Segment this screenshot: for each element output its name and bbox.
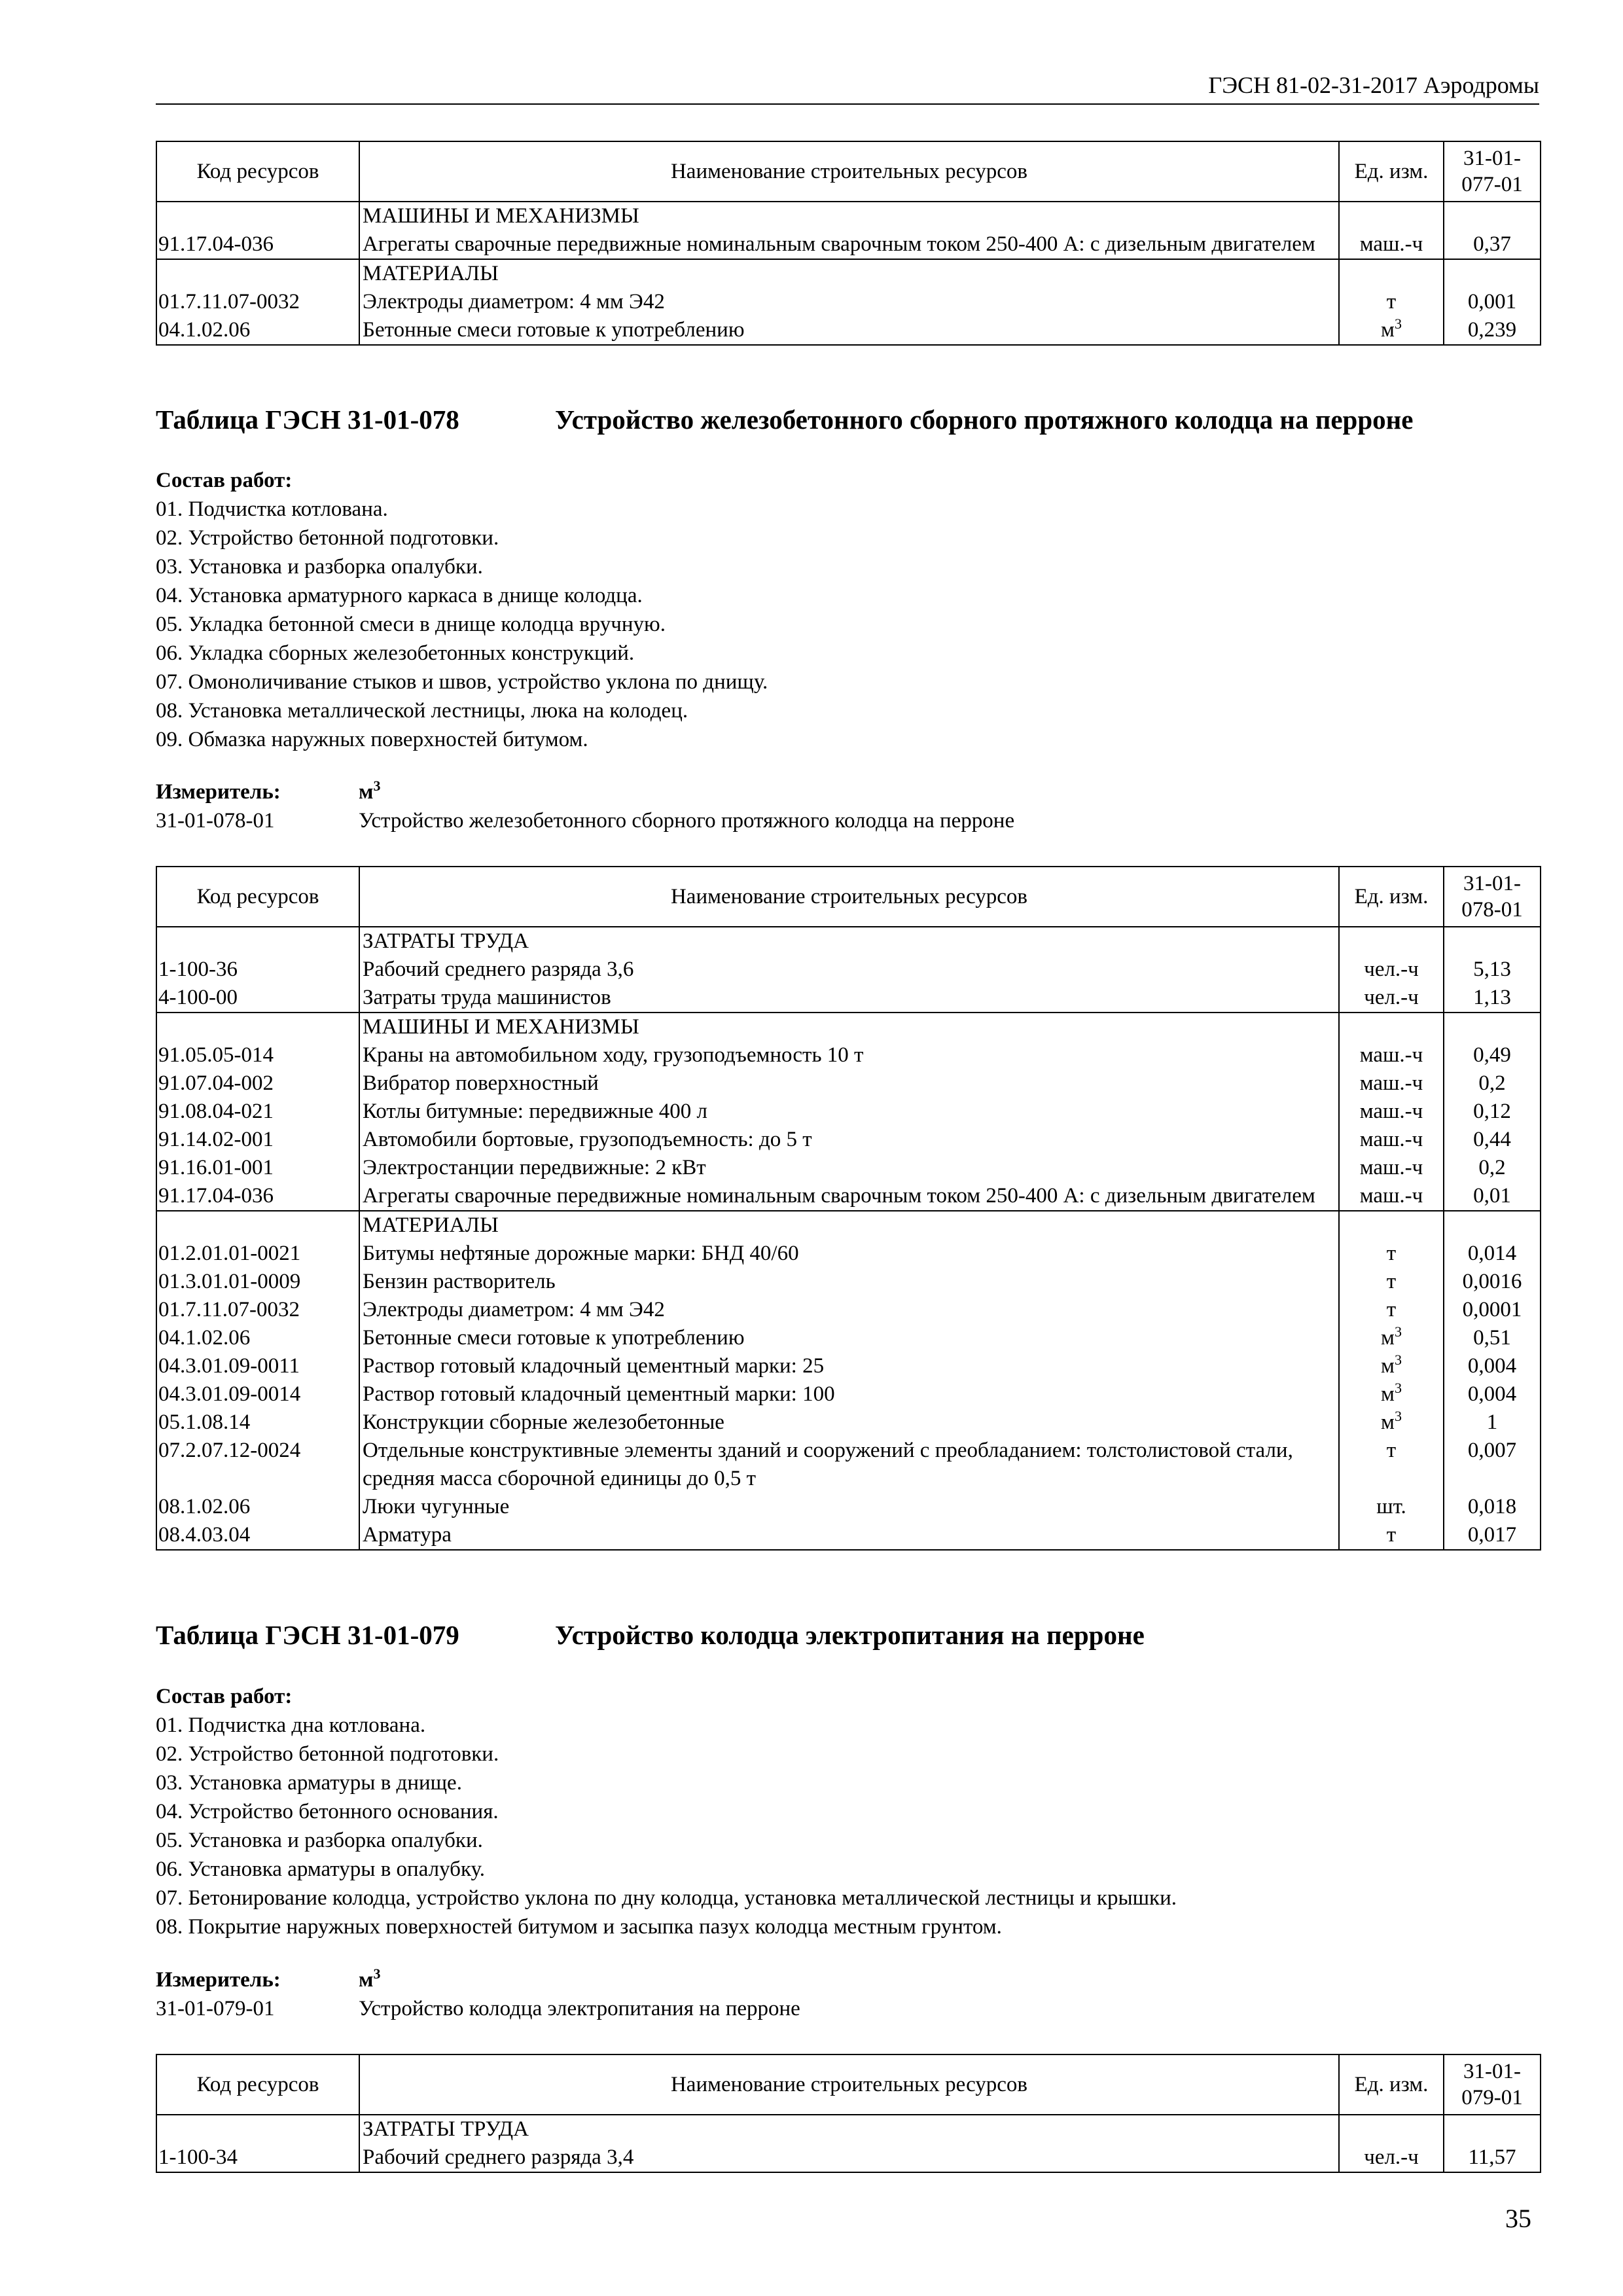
resource-value: 11,57	[1444, 2144, 1541, 2172]
resource-code: 91.08.04-021	[156, 1098, 359, 1126]
table-row	[156, 1521, 1541, 1550]
table-row	[156, 1126, 1541, 1154]
resource-code: 91.17.04-036	[156, 1182, 359, 1211]
resource-value: 0,51	[1444, 1324, 1541, 1352]
table-row	[156, 1069, 1541, 1098]
cell-code	[156, 1211, 359, 1240]
resource-unit: $м^3$	[1339, 1352, 1444, 1380]
resource-unit: чел.-ч	[1339, 984, 1444, 1013]
col-header-norm: 31-01-079-01	[1444, 2054, 1541, 2115]
resource-value: 0,0001	[1444, 1296, 1541, 1324]
table-row	[156, 1296, 1541, 1324]
meter-unit: $м^3$	[359, 1965, 381, 1992]
table-row	[156, 1352, 1541, 1380]
cell-value	[1444, 2115, 1541, 2144]
cell-unit	[1339, 259, 1444, 288]
resource-value: 1,13	[1444, 984, 1541, 1013]
resource-value: 0,0016	[1444, 1268, 1541, 1296]
resource-value: 0,239	[1444, 316, 1541, 345]
resource-unit: маш.-ч	[1339, 1154, 1444, 1182]
work-item: 06. Укладка сборных железобетонных конструкций.	[156, 641, 635, 665]
meter-unit: $м^3$	[359, 778, 381, 804]
col-header-name: Наименование строительных ресурсов	[359, 867, 1339, 927]
work-item: 04. Устройство бетонного основания.	[156, 1800, 499, 1823]
resource-code: 04.3.01.09-0011	[156, 1352, 359, 1380]
resource-code: 01.3.01.01-0009	[156, 1268, 359, 1296]
col-header-unit: Ед. изм.	[1339, 867, 1444, 927]
table-row	[156, 1240, 1541, 1268]
resource-name: Отдельные конструктивные элементы зданий и сооружений с преобладанием: толстолистовой стали, средняя масса сборочной единицы до 0,5 т	[359, 1437, 1339, 1493]
running-header: ГЭСН 81-02-31-2017 Аэродромы	[156, 71, 1539, 105]
resource-name: Бетонные смеси готовые к употреблению	[359, 1324, 1339, 1352]
work-item: 07. Бетонирование колодца, устройство уклона по дну колодца, установка металлической лестницы и крышки.	[156, 1886, 1177, 1910]
table-name: Устройство колодца электропитания на перроне	[555, 1620, 1145, 1650]
table-row	[156, 984, 1541, 1013]
resource-code: 1-100-34	[156, 2144, 359, 2172]
resource-value: 0,2	[1444, 1154, 1541, 1182]
resource-unit: маш.-ч	[1339, 1182, 1444, 1211]
table-row	[156, 2144, 1541, 2172]
table-row	[156, 1268, 1541, 1296]
resource-value: 0,12	[1444, 1098, 1541, 1126]
resource-code: 01.7.11.07-0032	[156, 1296, 359, 1324]
table-number: Таблица ГЭСН 31-01-078	[156, 404, 459, 435]
meter-079	[156, 1965, 1539, 2023]
work-item: 07. Омоноличивание стыков и швов, устройство уклона по днищу.	[156, 670, 768, 694]
resource-value: 0,37	[1444, 230, 1541, 259]
resource-name: Электростанции передвижные: 2 кВт	[359, 1154, 1339, 1182]
work-item: 08. Покрытие наружных поверхностей битумом и засыпка пазух колодца местным грунтом.	[156, 1915, 1002, 1939]
work-item: 05. Установка и разборка опалубки.	[156, 1829, 483, 1852]
table-name: Устройство железобетонного сборного протяжного колодца на перроне	[555, 404, 1414, 435]
resource-value: 0,2	[1444, 1069, 1541, 1098]
group-header-row	[156, 259, 1541, 288]
resource-name: Котлы битумные: передвижные 400 л	[359, 1098, 1339, 1126]
table-row	[156, 1493, 1541, 1521]
col-header-norm: 31-01-077-01	[1444, 141, 1541, 202]
resource-name: Конструкции сборные железобетонные	[359, 1408, 1339, 1437]
table-row	[156, 1437, 1541, 1493]
col-header-code: Код ресурсов	[156, 2054, 359, 2115]
table-row	[156, 230, 1541, 259]
resource-code: 08.1.02.06	[156, 1493, 359, 1521]
resource-table-079	[156, 2054, 1541, 2173]
resource-value: 5,13	[1444, 956, 1541, 984]
col-header-code: Код ресурсов	[156, 141, 359, 202]
works-list-079	[156, 1682, 1539, 1941]
resource-value: 0,44	[1444, 1126, 1541, 1154]
work-item: 03. Установка арматуры в днище.	[156, 1771, 462, 1795]
resource-unit: т	[1339, 1296, 1444, 1324]
resource-value: 0,001	[1444, 288, 1541, 316]
resource-value: 0,018	[1444, 1493, 1541, 1521]
resource-value: 0,01	[1444, 1182, 1541, 1211]
cell-unit	[1339, 202, 1444, 230]
works-heading: Состав работ:	[156, 1685, 293, 1708]
resource-name: Электроды диаметром: 4 мм Э42	[359, 1296, 1339, 1324]
cell-code	[156, 2115, 359, 2144]
table-number: Таблица ГЭСН 31-01-079	[156, 1620, 459, 1650]
resource-code: 91.14.02-001	[156, 1126, 359, 1154]
table-row	[156, 1408, 1541, 1437]
resource-code: 01.7.11.07-0032	[156, 288, 359, 316]
resource-value: 0,004	[1444, 1380, 1541, 1408]
col-header-name: Наименование строительных ресурсов	[359, 2054, 1339, 2115]
col-header-norm: 31-01-078-01	[1444, 867, 1541, 927]
resource-code: 05.1.08.14	[156, 1408, 359, 1437]
group-header-row	[156, 927, 1541, 956]
table-row	[156, 1324, 1541, 1352]
meter-label: Измеритель:	[156, 1968, 281, 1992]
resource-code: 91.16.01-001	[156, 1154, 359, 1182]
item-code: 31-01-078-01	[156, 809, 275, 833]
resource-unit: маш.-ч	[1339, 1126, 1444, 1154]
work-item: 02. Устройство бетонной подготовки.	[156, 1742, 499, 1766]
group-header-row	[156, 1013, 1541, 1041]
resource-unit: $м^3$	[1339, 1408, 1444, 1437]
resource-name: Агрегаты сварочные передвижные номинальным сварочным током 250-400 А: с дизельным двигателем	[359, 230, 1339, 259]
resource-name: Раствор готовый кладочный цементный марки: 100	[359, 1380, 1339, 1408]
cell-code	[156, 1013, 359, 1041]
cell-unit	[1339, 927, 1444, 956]
table-row	[156, 1182, 1541, 1211]
cell-code	[156, 202, 359, 230]
item-name: Устройство железобетонного сборного протяжного колодца на перроне	[359, 809, 1015, 833]
cell-value	[1444, 1013, 1541, 1041]
page-number: 35	[1505, 2204, 1531, 2233]
resource-value: 0,014	[1444, 1240, 1541, 1268]
resource-value: 0,007	[1444, 1437, 1541, 1493]
resource-name: Агрегаты сварочные передвижные номинальным сварочным током 250-400 А: с дизельным двигателем	[359, 1182, 1339, 1211]
work-item: 08. Установка металлической лестницы, люка на колодец.	[156, 699, 688, 723]
work-item: 04. Установка арматурного каркаса в днище колодца.	[156, 584, 643, 607]
resource-unit: маш.-ч	[1339, 230, 1444, 259]
resource-code: 07.2.07.12-0024	[156, 1437, 359, 1493]
work-item: 05. Укладка бетонной смеси в днище колодца вручную.	[156, 613, 666, 636]
resource-unit: т	[1339, 1521, 1444, 1550]
cell-unit	[1339, 1211, 1444, 1240]
table-row	[156, 1098, 1541, 1126]
resource-name: Бетонные смеси готовые к употреблению	[359, 316, 1339, 345]
resource-name: Затраты труда машинистов	[359, 984, 1339, 1013]
cell-code	[156, 259, 359, 288]
col-header-unit: Ед. изм.	[1339, 141, 1444, 202]
group-title: МАШИНЫ И МЕХАНИЗМЫ	[359, 1013, 1339, 1041]
cell-value	[1444, 202, 1541, 230]
item-code: 31-01-079-01	[156, 1997, 275, 2020]
resource-code: 04.1.02.06	[156, 1324, 359, 1352]
resource-unit: маш.-ч	[1339, 1069, 1444, 1098]
work-item: 01. Подчистка котлована.	[156, 497, 388, 521]
item-name: Устройство колодца электропитания на перроне	[359, 1997, 800, 2020]
group-title: МАТЕРИАЛЫ	[359, 259, 1339, 288]
resource-value: 0,49	[1444, 1041, 1541, 1069]
resource-name: Электроды диаметром: 4 мм Э42	[359, 288, 1339, 316]
work-item: 02. Устройство бетонной подготовки.	[156, 526, 499, 550]
cell-unit	[1339, 2115, 1444, 2144]
col-header-code: Код ресурсов	[156, 867, 359, 927]
cell-value	[1444, 259, 1541, 288]
resource-name: Арматура	[359, 1521, 1339, 1550]
col-header-name: Наименование строительных ресурсов	[359, 141, 1339, 202]
resource-name: Рабочий среднего разряда 3,4	[359, 2144, 1339, 2172]
resource-name: Битумы нефтяные дорожные марки: БНД 40/60	[359, 1240, 1339, 1268]
resource-name: Вибратор поверхностный	[359, 1069, 1339, 1098]
resource-code: 4-100-00	[156, 984, 359, 1013]
resource-code: 04.3.01.09-0014	[156, 1380, 359, 1408]
resource-unit: $м^3$	[1339, 1380, 1444, 1408]
resource-unit: чел.-ч	[1339, 956, 1444, 984]
resource-unit: $м^3$	[1339, 1324, 1444, 1352]
resource-code: 04.1.02.06	[156, 316, 359, 345]
resource-code: 1-100-36	[156, 956, 359, 984]
col-header-unit: Ед. изм.	[1339, 2054, 1444, 2115]
works-list-078	[156, 466, 1539, 754]
meter-label: Измеритель:	[156, 780, 281, 804]
resource-unit: шт.	[1339, 1493, 1444, 1521]
resource-table-078	[156, 866, 1541, 1551]
table-row	[156, 1041, 1541, 1069]
resource-unit: маш.-ч	[1339, 1098, 1444, 1126]
resource-value: 0,017	[1444, 1521, 1541, 1550]
resource-name: Люки чугунные	[359, 1493, 1339, 1521]
resource-name: Бензин растворитель	[359, 1268, 1339, 1296]
resource-code: 91.07.04-002	[156, 1069, 359, 1098]
resource-unit: т	[1339, 1268, 1444, 1296]
meter-078	[156, 778, 1539, 835]
resource-code: 01.2.01.01-0021	[156, 1240, 359, 1268]
cell-code	[156, 927, 359, 956]
table-title-078	[156, 403, 1413, 437]
group-title: ЗАТРАТЫ ТРУДА	[359, 2115, 1339, 2144]
resource-code: 91.05.05-014	[156, 1041, 359, 1069]
resource-value: 1	[1444, 1408, 1541, 1437]
resource-name: Автомобили бортовые, грузоподъемность: до 5 т	[359, 1126, 1339, 1154]
work-item: 06. Установка арматуры в опалубку.	[156, 1857, 485, 1881]
resource-unit: $м^3$	[1339, 316, 1444, 345]
group-header-row	[156, 202, 1541, 230]
table-row	[156, 1380, 1541, 1408]
group-header-row	[156, 2115, 1541, 2144]
resource-name: Краны на автомобильном ходу, грузоподъемность 10 т	[359, 1041, 1339, 1069]
cell-value	[1444, 927, 1541, 956]
group-header-row	[156, 1211, 1541, 1240]
table-row	[156, 956, 1541, 984]
resource-value: 0,004	[1444, 1352, 1541, 1380]
resource-unit: чел.-ч	[1339, 2144, 1444, 2172]
cell-value	[1444, 1211, 1541, 1240]
table-row	[156, 288, 1541, 316]
resource-code: 91.17.04-036	[156, 230, 359, 259]
resource-name: Раствор готовый кладочный цементный марки: 25	[359, 1352, 1339, 1380]
resource-unit: т	[1339, 1437, 1444, 1493]
table-row	[156, 1154, 1541, 1182]
works-heading: Состав работ:	[156, 469, 293, 492]
resource-unit: т	[1339, 1240, 1444, 1268]
resource-unit: т	[1339, 288, 1444, 316]
group-title: МАТЕРИАЛЫ	[359, 1211, 1339, 1240]
group-title: ЗАТРАТЫ ТРУДА	[359, 927, 1339, 956]
work-item: 03. Установка и разборка опалубки.	[156, 555, 483, 579]
group-title: МАШИНЫ И МЕХАНИЗМЫ	[359, 202, 1339, 230]
resource-table-077	[156, 141, 1541, 346]
work-item: 01. Подчистка дна котлована.	[156, 1713, 426, 1737]
cell-unit	[1339, 1013, 1444, 1041]
table-title-079	[156, 1618, 1145, 1652]
resource-code: 08.4.03.04	[156, 1521, 359, 1550]
resource-unit: маш.-ч	[1339, 1041, 1444, 1069]
table-row	[156, 316, 1541, 345]
resource-name: Рабочий среднего разряда 3,6	[359, 956, 1339, 984]
work-item: 09. Обмазка наружных поверхностей битумом.	[156, 728, 588, 751]
